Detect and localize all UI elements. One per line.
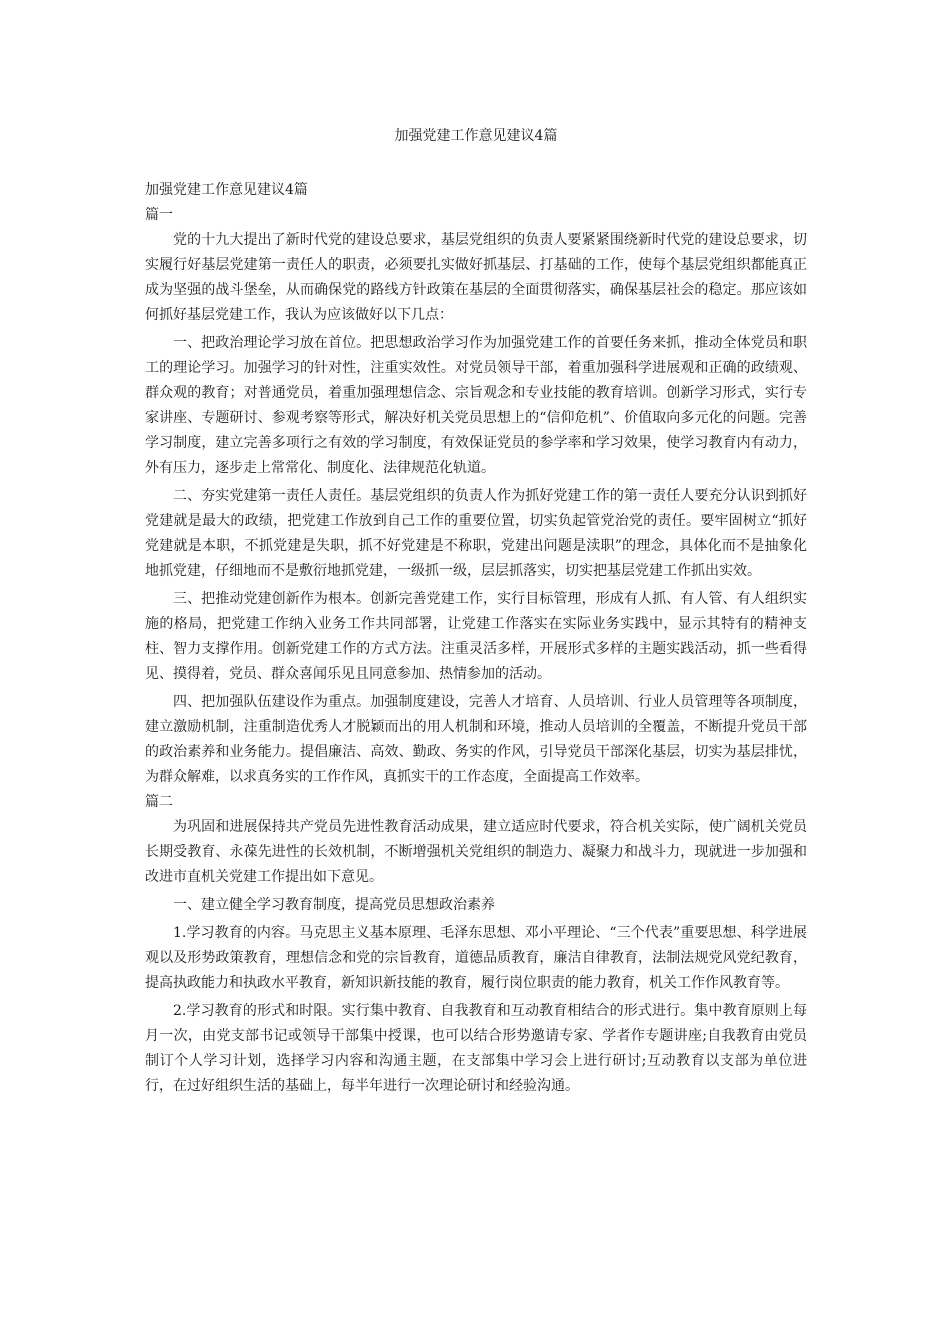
paragraph: 为巩固和进展保持共产党员先进性教育活动成果，建立适应时代要求，符合机关实际，使广阔机关党员长期受教育、永葆先进性的长效机制，不断增强机关党组织的制造力、凝聚力和战斗力，现就进一步加强和改进市直机关党建工作提出如下意见。 xyxy=(145,819,807,885)
paragraph: 1.学习教育的内容。马克思主义基本原理、毛泽东思想、邓小平理论、“三个代表”重要思想、科学进展观以及形势政策教育，理想信念和党的宗旨教育，道德品质教育，廉洁自律教育，法制法规党风党纪教育，提高执政能力和执政水平教育，新知识新技能的教育，履行岗位职责的能力教育，机关工作作风教育等。 xyxy=(145,925,807,991)
section-heading-1: 篇一 xyxy=(145,207,173,223)
document-body xyxy=(145,178,807,1102)
paragraph: 四、把加强队伍建设作为重点。加强制度建设，完善人才培育、人员培训、行业人员管理等各项制度，建立激励机制，注重制造优秀人才脱颖而出的用人机制和环境，推动人员培训的全覆盖，不断提升党员干部的政治素养和业务能力。提倡廉洁、高效、勤政、务实的作风，引导党员干部深化基层，切实为基层排忧，为群众解难，以求真务实的工作作风，真抓实干的工作态度，全面提高工作效率。 xyxy=(145,694,807,785)
paragraph: 一、把政治理论学习放在首位。把思想政治学习作为加强党建工作的首要任务来抓，推动全体党员和职工的理论学习。加强学习的针对性，注重实效性。对党员领导干部，着重加强科学进展观和正确的政绩观、群众观的教育；对普通党员，着重加强理想信念、宗旨观念和专业技能的教育培训。创新学习形式，实行专家讲座、专题研讨、参观考察等形式，解决好机关党员思想上的“信仰危机”、价值取向多元化的问题。完善学习制度，建立完善多项行之有效的学习制度，有效保证党员的参学率和学习效果，使学习教育内有动力，外有压力，逐步走上常常化、制度化、法律规范化轨道。 xyxy=(145,335,807,476)
section-heading-2: 篇二 xyxy=(145,794,173,810)
paragraph: 二、夯实党建第一责任人责任。基层党组织的负责人作为抓好党建工作的第一责任人要充分认识到抓好党建就是最大的政绩，把党建工作放到自己工作的重要位置，切实负起管党治党的责任。要牢固树立“抓好党建就是本职，不抓党建是失职，抓不好党建是不称职，党建出问题是渎职”的理念，具体化而不是抽象化地抓党建，仔细地而不是敷衍地抓党建，一级抓一级，层层抓落实，切实把基层党建工作抓出实效。 xyxy=(145,488,807,579)
paragraph: 一、建立健全学习教育制度，提高党员思想政治素养 xyxy=(173,897,495,913)
paragraph: 三、把推动党建创新作为根本。创新完善党建工作，实行目标管理，形成有人抓、有人管、有人组织实施的格局，把党建工作纳入业务工作共同部署，让党建工作落实在实际业务实践中，显示其特有的精神支柱、智力支撑作用。创新党建工作的方式方法。注重灵活多样，开展形式多样的主题实践活动，抓一些看得见、摸得着，党员、群众喜闻乐见且同意参加、热情参加的活动。 xyxy=(145,591,807,682)
document-title: 加强党建工作意见建议4篇 xyxy=(394,128,558,144)
paragraph: 2.学习教育的形式和时限。实行集中教育、自我教育和互动教育相结合的形式进行。集中教育原则上每月一次，由党支部书记或领导干部集中授课，也可以结合形势邀请专家、学者作专题讲座;自我教育由党员制订个人学习计划，选择学习内容和沟通主题，在支部集中学习会上进行研讨;互动教育以支部为单位进行，在过好组织生活的基础上，每半年进行一次理论研讨和经验沟通。 xyxy=(145,1003,807,1094)
paragraph: 党的十九大提出了新时代党的建设总要求，基层党组织的负责人要紧紧围绕新时代党的建设总要求，切实履行好基层党建第一责任人的职责，必须要扎实做好抓基层、打基础的工作，使每个基层党组织都能真正成为坚强的战斗堡垒，从而确保党的路线方针政策在基层的全面贯彻落实，确保基层社会的稳定。那应该如何抓好基层党建工作，我认为应该做好以下几点： xyxy=(145,232,807,323)
document-subtitle: 加强党建工作意见建议4篇 xyxy=(145,182,308,198)
